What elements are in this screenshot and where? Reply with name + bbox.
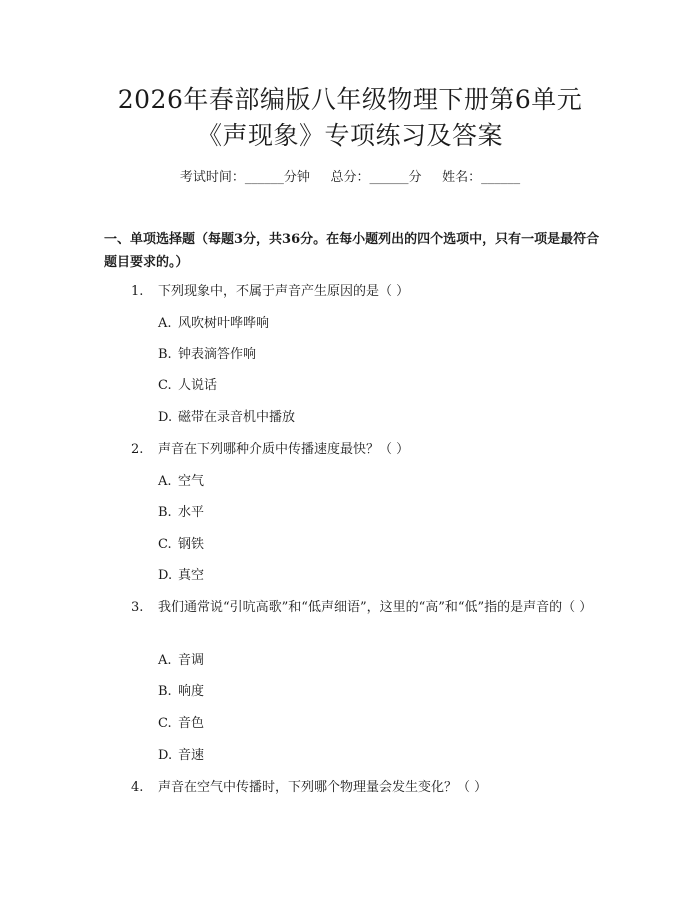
option-letter: C. [158, 537, 172, 552]
option-2d [158, 566, 204, 586]
option-text: 钟表滴答作响 [178, 347, 257, 362]
option-letter: B. [158, 347, 172, 362]
question-text: 声音在下列哪种介质中传播速度最快？（ ） [158, 442, 410, 457]
option-1b [158, 345, 256, 365]
option-letter: D. [158, 568, 173, 583]
option-letter: C. [158, 716, 172, 731]
option-text: 钢铁 [178, 537, 205, 552]
question-text: 声音在空气中传播时，下列哪个物理量会发生变化？（ ） [158, 780, 488, 795]
option-text: 音色 [178, 716, 205, 731]
option-letter: D. [158, 748, 173, 763]
option-text: 音调 [178, 653, 205, 668]
option-text: 音速 [178, 748, 205, 763]
question-3 [104, 596, 602, 619]
option-letter: A. [158, 316, 172, 331]
option-1a [158, 314, 269, 334]
option-2a [158, 472, 204, 492]
option-text: 空气 [178, 474, 205, 489]
option-1d [158, 408, 295, 428]
option-2c [158, 535, 204, 555]
section-heading: 一、单项选择题（每题3分，共36分。在每小题列出的四个选项中，只有一项是最符合题目要求的。） [104, 232, 600, 270]
question-2 [104, 438, 602, 461]
question-number: 1. [131, 284, 144, 299]
option-text: 磁带在录音机中播放 [178, 410, 296, 425]
option-letter: A. [158, 653, 172, 668]
option-letter: C. [158, 378, 172, 393]
option-letter: B. [158, 684, 172, 699]
option-letter: A. [158, 474, 172, 489]
title-line-1: 2026年春部编版八年级物理下册第6单元 [117, 85, 583, 114]
option-letter: D. [158, 410, 173, 425]
option-text: 真空 [178, 568, 205, 583]
option-text: 响度 [178, 684, 205, 699]
option-3d [158, 746, 204, 766]
question-4 [104, 776, 602, 799]
question-1 [104, 280, 602, 303]
question-number: 4. [131, 780, 144, 795]
option-2b [158, 503, 204, 523]
option-letter: B. [158, 505, 172, 520]
option-text: 水平 [178, 505, 205, 520]
option-3b [158, 682, 204, 702]
option-text: 人说话 [178, 378, 218, 393]
question-number: 3. [131, 600, 144, 615]
title-line-2: 《声现象》专项练习及答案 [196, 121, 503, 150]
question-text: 我们通常说“引吭高歌”和“低声细语”，这里的“高”和“低”指的是声音的（ ） [158, 600, 593, 615]
option-text: 风吹树叶哗哗响 [178, 316, 270, 331]
option-3c [158, 714, 204, 734]
question-number: 2. [131, 442, 144, 457]
question-text: 下列现象中，不属于声音产生原因的是（ ） [158, 284, 410, 299]
exam-meta-line: 考试时间：______分钟 总分：______分 姓名：______ [179, 170, 521, 185]
option-3a [158, 651, 204, 671]
option-1c [158, 376, 217, 396]
